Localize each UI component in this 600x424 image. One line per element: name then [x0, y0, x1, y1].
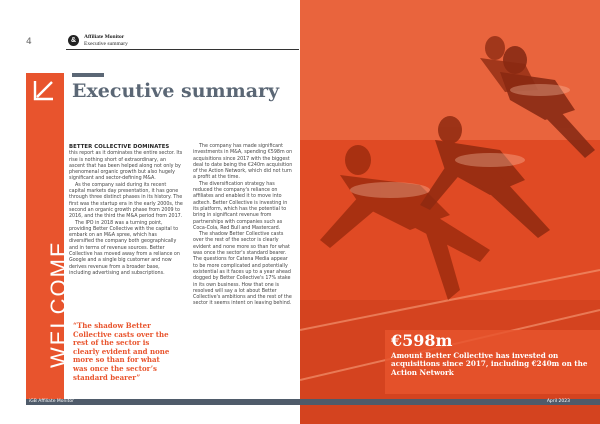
paragraph: As the company said during its recent capital markets day presentation, it has gone through three distinct phases in its history. The first was the startup era in the early 2000s, the second an organic growth phase from 2009 to 2016, and the third the M&A period from 2017.: [69, 182, 183, 220]
welcome-sidebar: [26, 73, 71, 399]
paragraph: The diversification strategy has reduced the company's reliance on affiliates and enabled it to move into adtech. Better Collective is investing in its platform, which has the potential to bring in significant revenue from partnerships with companies such as Coca-Cola, Red Bull and Mastercard.: [193, 181, 288, 231]
paragraph: The shadow Better Collective casts over the rest of the sector is clearly evident and none more so than for what was once the sector's standard bearer. The questions for Catena Media appear to be more complicated and potentially existential as it faces up to a year ahead dogged by Better Collective's 17% stake in its own business. How that one is resolved will say a lot about Better Collective's ambitions and the rest of the sector it seems intent on leaving behind.: [193, 232, 292, 307]
pull-quote: “The shadow Better Collective casts over the rest of the sector is clearly evident and none more so than for what was once the sector’s standard bearer”: [73, 321, 170, 382]
paragraph: this report as it dominates the entire sector. Its rise is nothing short of extraordinary, an ascent that has been helped along not only by phenomenal organic growth but also hugely significant and sector-defining M&A.: [69, 151, 183, 182]
publication-logo: &: [68, 35, 79, 46]
section-name: Executive summary: [84, 41, 128, 47]
footer-date: April 2023: [546, 399, 570, 404]
article-subhead: BETTER COLLECTIVE DOMINATES: [69, 144, 170, 150]
arrow-down-left-icon: [32, 78, 56, 102]
page-title: Executive summary: [72, 80, 280, 102]
article-column-a: [69, 144, 183, 277]
paragraph: The IPO in 2018 was a turning point, providing Better Collective with the capital to embark on an M&A spree, which has diversified the company both geographically and in terms of revenue sources. Better Collective has moved away from a reliance on Google and a single big customer and now derives revenue from a broader base, including advertising and subscriptions.: [69, 220, 180, 276]
title-accent: [72, 73, 104, 77]
running-header: [84, 34, 128, 48]
welcome-label: WELCOME: [46, 240, 71, 368]
page-number: 4: [26, 37, 32, 47]
publication-name: Affiliate Monitor: [84, 34, 125, 40]
footer-publication: iGB Affiliate Monitor: [29, 399, 75, 404]
header-rule: [66, 49, 299, 50]
article-column-b: [193, 144, 293, 308]
stat-caption: Amount Better Collective has invested on acquisitions since 2017, including €240m on the Action Network: [391, 351, 588, 377]
footer-bar: [26, 399, 600, 405]
paragraph: The company has made significant investments in M&A, spending €598m on acquisitions since 2017 with the biggest deal to date being the €240m acquisition of the Action Network, which did not turn a profit at the time.: [193, 144, 293, 181]
stat-value: €598m: [391, 331, 453, 350]
stat-callout: [385, 330, 600, 394]
